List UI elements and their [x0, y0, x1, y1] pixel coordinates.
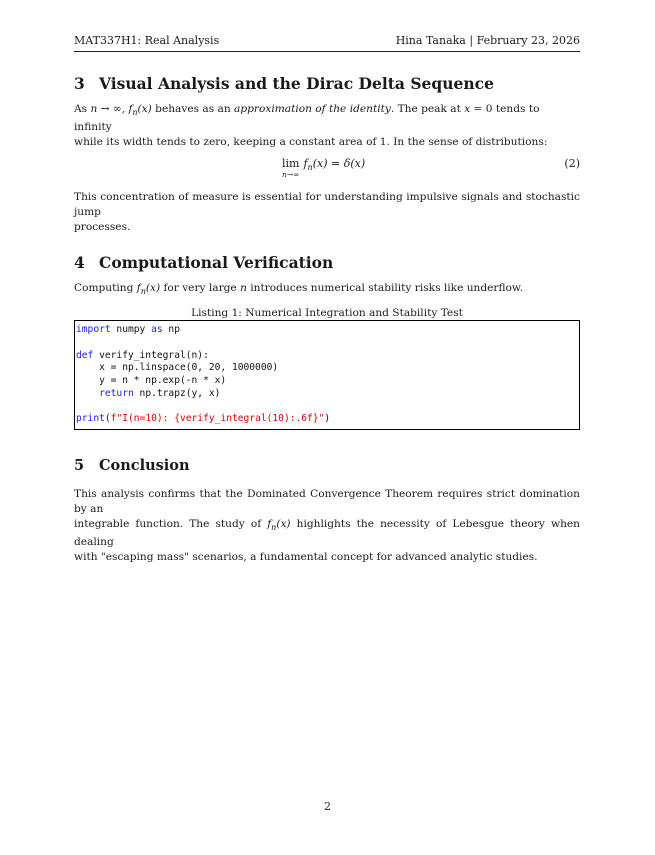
lim-text: lim — [282, 157, 300, 171]
code-text: verify_integral(n): — [93, 349, 209, 361]
code-text: numpy — [110, 324, 152, 336]
equation-body — [303, 158, 365, 174]
math-inline: (x) — [137, 103, 152, 115]
course-title: MAT337H1: Real Analysis — [74, 34, 220, 47]
math-inline: x — [464, 103, 471, 115]
text-run: = 0 tends to infinity — [74, 103, 540, 134]
code-line-4: x = np.linspace(0, 20, 1000000) — [76, 362, 279, 374]
math-inline: n — [240, 282, 247, 295]
code-line-2-blank — [76, 337, 579, 350]
code-keyword: return — [99, 387, 134, 399]
math-subscript: n — [132, 108, 138, 118]
page-content — [74, 34, 580, 565]
text-run: processes. — [74, 221, 131, 234]
text-run: highlights the necessity of Lebesgue theory when dealing — [74, 517, 580, 548]
equation-formula — [282, 158, 365, 179]
section-4-title: Computational Verification — [99, 253, 334, 273]
text-run: integrable function. The study of — [74, 517, 268, 530]
emphasis-text: approximation of the identity — [234, 103, 391, 115]
section-3-title: Visual Analysis and the Dirac Delta Sequence — [99, 74, 494, 93]
code-line-5: y = n * np.exp(-n * x) — [76, 374, 227, 386]
section-4-heading — [74, 253, 580, 273]
equation-number: (2) — [564, 157, 580, 171]
math-inline: (x) — [145, 282, 161, 295]
header-date: February 23, 2026 — [476, 34, 580, 47]
code-keyword: as — [151, 324, 163, 336]
running-header — [74, 34, 580, 52]
math-inline: n → ∞, f — [90, 103, 133, 115]
header-separator: | — [465, 34, 477, 47]
section-5-heading — [74, 456, 580, 476]
text-run: behaves as an — [151, 103, 235, 115]
code-listing — [74, 320, 580, 430]
text-run: with "escaping mass" scenarios, a fundamental concept for advanced analytic studies. — [74, 550, 538, 563]
code-text: ) — [324, 413, 331, 425]
code-text: np.trapz(y, x) — [133, 387, 221, 399]
section-5-title: Conclusion — [99, 456, 190, 474]
section-4-number: 4 — [74, 253, 85, 273]
text-run: introduces numerical stability risks like underflow. — [246, 282, 524, 295]
code-line-6 — [76, 388, 579, 401]
section-5-paragraph — [74, 487, 580, 565]
text-run: Computing — [74, 282, 137, 295]
code-keyword: import — [76, 324, 111, 336]
code-keyword: def — [76, 349, 94, 361]
code-string: f"I(n=10): {verify_integral(10):.6f}" — [110, 413, 325, 425]
code-text: np — [162, 324, 180, 336]
code-indent — [76, 388, 99, 399]
section-3-paragraph-1 — [74, 102, 580, 150]
math-subscript: n — [307, 163, 313, 173]
author-date — [396, 34, 580, 48]
page-number: 2 — [324, 800, 331, 813]
section-3-paragraph-2 — [74, 190, 580, 235]
code-line-8 — [76, 413, 579, 426]
text-run: This concentration of measure is essential for understanding impulsive signals and stochastic jump — [74, 191, 580, 219]
author-name: Hina Tanaka — [395, 34, 466, 47]
section-4-paragraph — [74, 281, 580, 299]
text-run: for very large — [160, 282, 241, 295]
limit-operator — [282, 158, 299, 179]
math-inline: f — [136, 282, 141, 295]
code-line-3 — [76, 350, 579, 363]
section-3-number: 3 — [74, 74, 85, 93]
equation-2 — [74, 156, 580, 186]
code-text: ( — [104, 413, 111, 425]
section-5-number: 5 — [74, 456, 85, 474]
code-line-7-blank — [76, 400, 579, 413]
code-line-1 — [76, 324, 579, 337]
text-run: As — [74, 103, 91, 115]
math-inline: (x) = δ(x) — [312, 157, 366, 171]
math-inline: f — [303, 157, 308, 171]
listing-caption: Listing 1: Numerical Integration and Stability Test — [191, 307, 463, 320]
lim-subscript: n→∞ — [282, 170, 300, 180]
math-inline: f — [267, 517, 272, 530]
text-run: . The peak at — [390, 103, 465, 115]
math-inline: (x) — [276, 517, 291, 530]
text-run: This analysis confirms that the Dominated Convergence Theorem requires strict domination by an — [74, 487, 580, 515]
section-3-heading — [74, 74, 580, 94]
code-keyword: print — [76, 413, 105, 425]
math-subscript: n — [140, 287, 146, 297]
text-run: while its width tends to zero, keeping a constant area of 1. In the sense of distributions: — [74, 136, 548, 149]
math-subscript: n — [271, 522, 277, 532]
